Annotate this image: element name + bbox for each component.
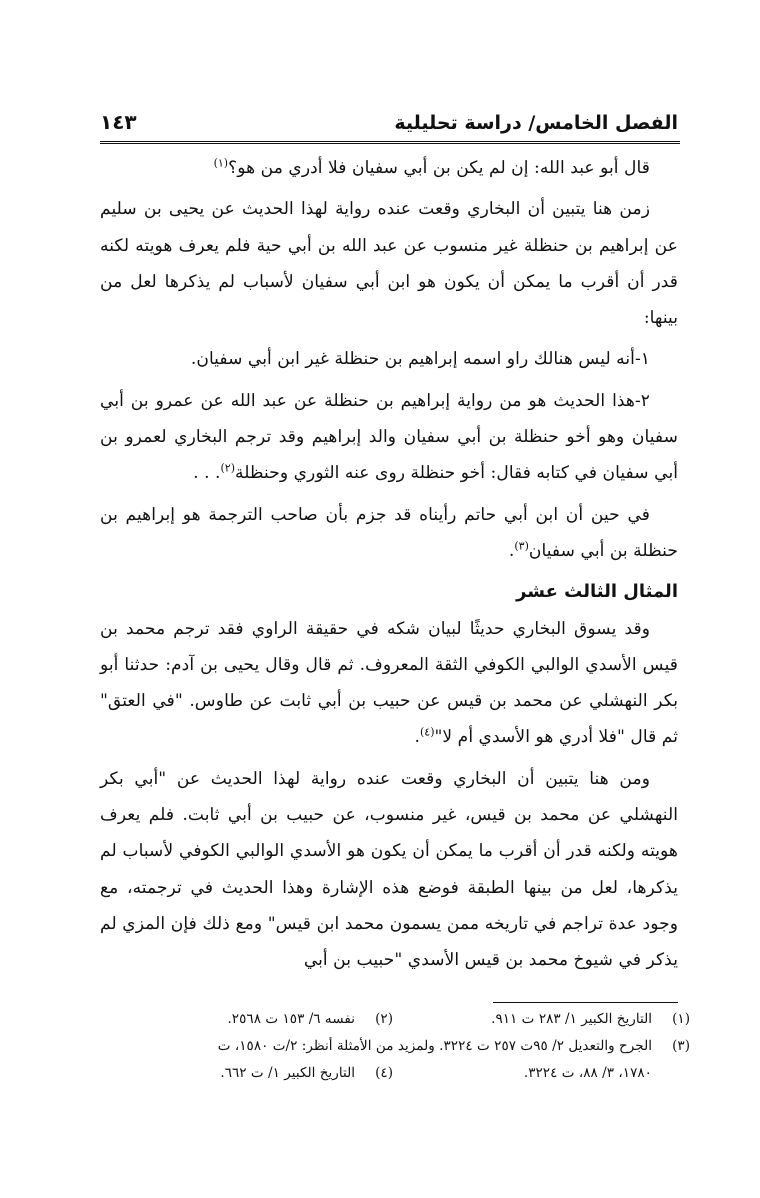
footnote-number: (٣) [672,1038,690,1054]
footnote-row [100,1060,690,1087]
footnote-number: (٤) [375,1065,393,1081]
paragraph-6: وقد يسوق البخاري حديثًا لبيان شكه في حقيقة الراوي فقد ترجم محمد بن قيس الأسدي الوالبي الكوفي الثقة المعروف. ثم قال وقال يحيى بن آدم: حدثنا أبو بكر النهشلي عن محمد بن قيس عن حبيب بن أبي ثابت عن طاوس. "في العتق" ثم قال "فلا أدري هو الأسدي أم لا"$^{(٤)}$. [100,618,678,748]
footnote-number: (٢) [375,1011,393,1027]
page-header [100,98,678,134]
chapter-title: الفصل الخامس/ دراسة تحليلية [394,112,678,134]
footnotes [100,1006,690,1087]
footnote-ref-4: (٤) [419,725,435,739]
footnote-text: الجرح والتعديل ٢/ ٩٥ت ٢٥٧ ت ٣٢٢٤. ولمزيد من الأمثلة أنظر: ٢/ت ١٥٨٠، ت [217,1038,652,1054]
paragraph-1: قال أبو عبد الله: إن لم يكن بن أبي سفيان فلا أدري من هو؟$^{(١)}$ [213,156,650,178]
paragraph-5: في حين أن ابن أبي حاتم رأيناه قد جزم بأن صاحب الترجمة هو إبراهيم بن حنظلة بن أبي سفيان$^{(٣)}$. [100,504,678,561]
footnote-text: التاريخ الكبير ١/ ٢٨٣ ت ٩١١. [491,1011,652,1027]
footnote-text: ١٧٨٠، ٣/ ٨٨، ت ٣٢٢٤. [523,1065,652,1081]
footnote-ref-1: (١) [213,156,229,170]
footnote-ref-3: (٣) [514,539,529,553]
footnote-rule [493,1002,678,1003]
paragraph-7: ومن هنا يتبين أن البخاري وقعت عنده رواية لهذا الحديث عن "أبي بكر النهشلي عن محمد بن قيس، غير منسوب، عن حبيب بن أبي ثابت. فلم يعرف هويته ولكنه قدر أن أقرب ما يمكن أن يكون هو الأسدي الوالبي الكوفي لأسباب لم يذكرها، لعل من بينها الطبقة فوضع هذه الإشارة وهذا الحديث في ترجمته، مع وجود عدة تراجم في تاريخه ممن يسمون محمد ابن قيس" ومع ذلك فإن المزي لم يذكر في شيوخ محمد بن قيس الأسدي "حبيب بن أبي [100,768,678,971]
paragraph-2: زمن هنا يتبين أن البخاري وقعت عنده رواية لهذا الحديث عن يحيى بن سليم عن إبراهيم بن حنظلة غير منسوب عن عبد الله بن أبي حية فلم يعرف هويته لكنه قدر أن أقرب ما يمكن أن يكون هو ابن أبي سفيان لأسباب لم يذكرها لعل من بينها: [100,199,678,329]
paragraph-3: ١-أنه ليس هنالك راو اسمه إبراهيم بن حنظلة غير ابن أبي سفيان. [190,349,650,370]
paragraph-4: ٢-هذا الحديث هو من رواية إبراهيم بن حنظلة عن عبد الله عن عمرو بن أبي سفيان وهو أخو حنظلة بن أبي سفيان والد إبراهيم وقد ترجم البخاري لعمرو بن أبي سفيان في كتابه فقال: أخو حنظلة روى عنه الثوري وحنظلة$^{(٢)}$. . . [100,390,678,484]
page-number: ١٤٣ [100,110,137,134]
footnote-number: (١) [672,1011,690,1027]
footnote-row [100,1033,690,1060]
footnote-text: نفسه ٦/ ١٥٣ ت ٢٥٦٨. [227,1011,355,1027]
footnote-row [100,1006,690,1033]
footnote-ref-2: (٢) [220,461,236,475]
section-heading: المثال الثالث عشر [516,581,678,603]
page-body [100,150,678,979]
header-rule [100,141,680,144]
footnote-text: التاريخ الكبير ١/ ت ٦٦٢. [220,1065,355,1081]
